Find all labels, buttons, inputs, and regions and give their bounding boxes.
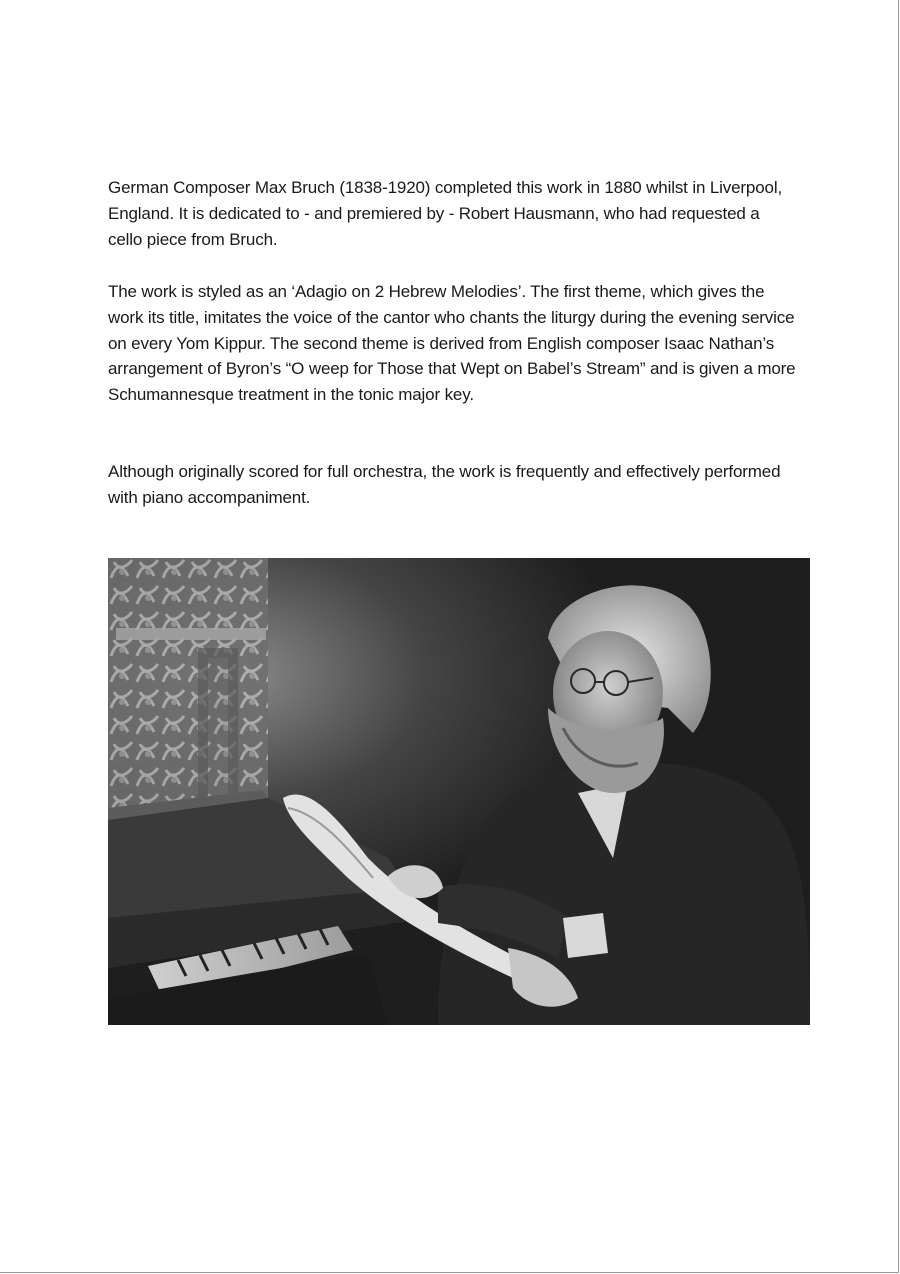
- paragraph-themes: The work is styled as an ‘Adagio on 2 Hebrew Melodies’. The first theme, which gives the work its title, imitates the voice of the cantor who chants the liturgy during the evening service on every Yom Kippur. The second theme is derived from English composer Isaac Nathan’s arrangement of Byron’s “O weep for Those that Wept on Babel’s Stream” and is given a more Schumannesque treatment in the tonic major key.: [108, 282, 796, 405]
- paragraph-orchestration: Although originally scored for full orchestra, the work is frequently and effectively performed with piano accompaniment.: [108, 462, 781, 507]
- paragraph-intro: German Composer Max Bruch (1838-1920) completed this work in 1880 whilst in Liverpool, England. It is dedicated to - and premiered by - Robert Hausmann, who had requested a cello piece from Bruch.: [108, 178, 783, 249]
- composer-portrait-photo: [108, 558, 810, 1025]
